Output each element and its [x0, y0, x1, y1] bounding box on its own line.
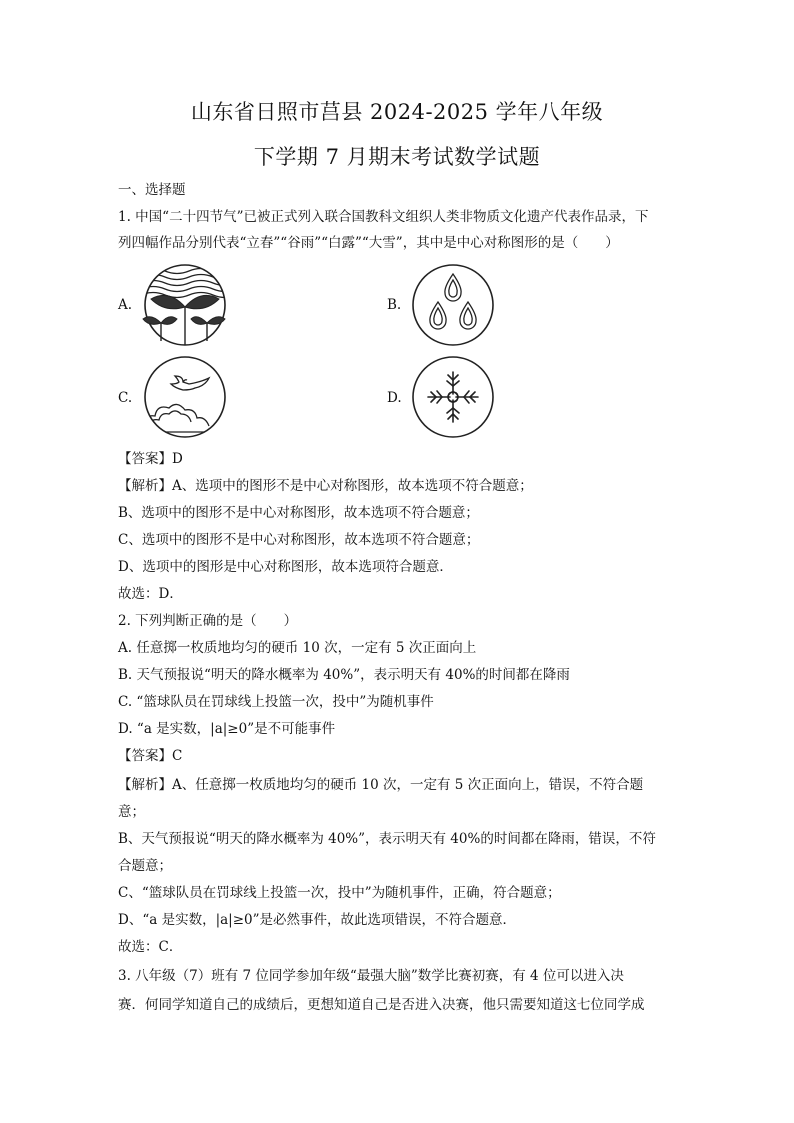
q2-option-a: A. 任意掷一枚质地均匀的硬币 10 次，一定有 5 次正面向上: [118, 640, 477, 656]
q2-conclusion: 故选：C．: [118, 939, 183, 955]
q1-option-c-label: C.: [118, 390, 133, 406]
q1-option-d-label: D.: [387, 390, 402, 406]
daxue-snowflake-icon: [409, 354, 497, 440]
q2-stem: 2. 下列判断正确的是（ ）: [118, 613, 298, 629]
q1-answer: 【答案】D: [118, 451, 183, 467]
q2-analysis-line2: 意；: [118, 804, 145, 820]
q1-option-a-label: A.: [118, 297, 133, 313]
q3-stem-line2: 赛．何同学知道自己的成绩后，更想知道自己是否进入决赛，他只需要知道这七位同学成: [118, 997, 645, 1013]
guyu-raindrops-icon: [409, 263, 497, 347]
lichun-sprout-icon: [139, 263, 231, 347]
q2-analysis-line5: C、“篮球队员在罚球线上投篮一次，投中”为随机事件，正确，符合题意；: [118, 885, 561, 901]
q1-analysis-line2: B、选项中的图形不是中心对称图形，故本选项不符合题意；: [118, 505, 479, 521]
q3-stem-line1: 3. 八年级（7）班有 7 位同学参加年级“最强大脑”数学比赛初赛，有 4 位可以进入决: [118, 968, 624, 984]
q2-analysis-line6: D、“a 是实数，|a|≥0”是必然事件，故此选项错误，不符合题意．: [118, 912, 517, 928]
q2-analysis-line3: B、天气预报说“明天的降水概率为 40%”，表示明天有 40%的时间都在降雨，错误，不符: [118, 831, 656, 847]
document-title-line2: 下学期 7 月期末考试数学试题: [253, 145, 541, 169]
q2-option-c: C. “篮球队员在罚球线上投篮一次，投中”为随机事件: [118, 694, 434, 710]
q2-answer: 【答案】C: [118, 748, 183, 764]
q1-stem-line1: 1. 中国“二十四节气”已被正式列入联合国教科文组织人类非物质文化遗产代表作品录，下: [118, 209, 649, 225]
document-title-line1: 山东省日照市莒县 2024-2025 学年八年级: [190, 100, 604, 124]
bailu-bird-cloud-icon: [139, 354, 231, 440]
q1-stem-line2: 列四幅作品分别代表“立春”“谷雨”“白露”“大雪”，其中是中心对称图形的是（ ）: [118, 235, 619, 251]
q2-analysis-line4: 合题意；: [118, 858, 172, 874]
q1-conclusion: 故选：D．: [118, 586, 183, 602]
q1-analysis-line3: C、选项中的图形不是中心对称图形，故本选项不符合题意；: [118, 532, 480, 548]
section-heading: 一、选择题: [118, 182, 186, 198]
q2-option-b: B. 天气预报说“明天的降水概率为 40%”，表示明天有 40%的时间都在降雨: [118, 667, 570, 683]
q2-option-d: D. “a 是实数，|a|≥0”是不可能事件: [118, 721, 336, 737]
q1-analysis-line4: D、选项中的图形是中心对称图形，故本选项符合题意．: [118, 559, 453, 575]
q1-option-b-label: B.: [387, 297, 402, 313]
q1-analysis-line1: 【解析】A、选项中的图形不是中心对称图形，故本选项不符合题意；: [118, 478, 533, 494]
q2-analysis-line1: 【解析】A、任意掷一枚质地均匀的硬币 10 次，一定有 5 次正面向上，错误，不符合题: [118, 777, 644, 793]
